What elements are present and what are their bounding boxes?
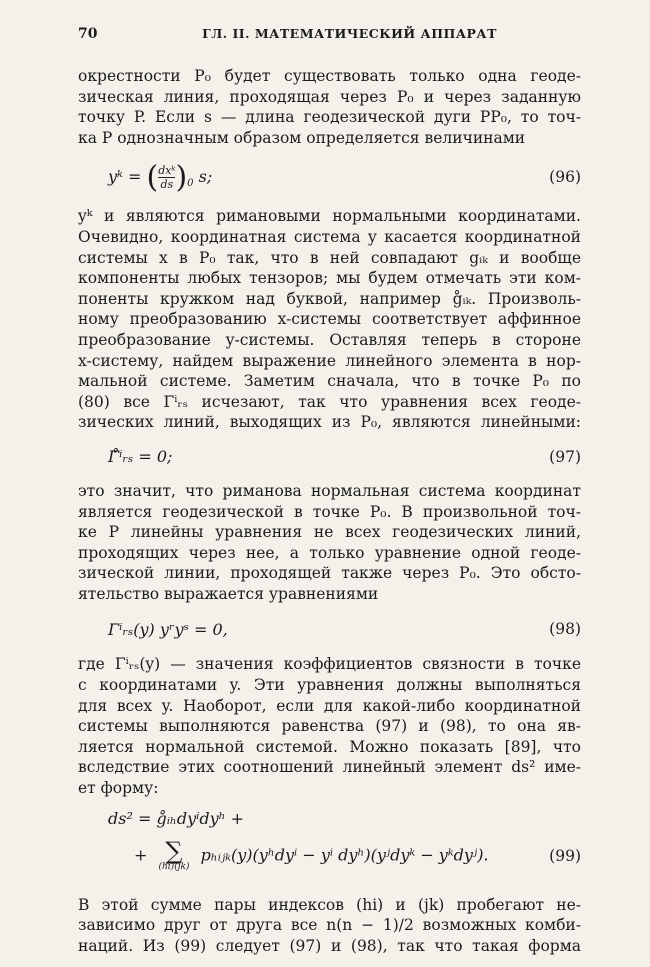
text-line: вследствие этих соотношений линейный элемент ds² име-: [78, 758, 581, 777]
summation: [158, 836, 190, 872]
text-line: является геодезической в точке P₀. В произвольной точ-: [78, 502, 581, 521]
eq99-line-1: [78, 805, 581, 833]
text-line: В этой сумме пары индексов (hi) и (jk) пробегают не-: [78, 895, 581, 914]
running-title: ГЛ. II. МАТЕМАТИЧЕСКИЙ АППАРАТ: [202, 26, 497, 41]
text-line: (80) все Γⁱᵣₛ исчезают, так что уравнения всех геоде-: [78, 392, 581, 411]
eq99-line-2: [78, 833, 581, 879]
equation-body: [78, 160, 212, 195]
text-line: ет форму:: [78, 779, 159, 798]
text-line: точку P. Если s — длина геодезической дуги PP₀, то точ-: [78, 108, 581, 127]
left-paren: (: [146, 159, 159, 195]
equation-98: [78, 604, 581, 654]
equation-number: (96): [549, 168, 581, 187]
equation-number: (97): [549, 447, 581, 466]
text-line: с координатами y. Эти уравнения должны выполняться: [78, 676, 581, 695]
page-header: [78, 26, 581, 50]
text-line: окрестности P₀ будет существовать только одна геоде-: [78, 67, 581, 85]
text-line: Очевидно, координатная система y касается координатной: [78, 227, 581, 246]
eq96-lhs: yᵏ =: [108, 166, 142, 186]
text-line: x-систему, найдем выражение линейного элемента в нор-: [78, 351, 581, 370]
text-line: системы выполняются равенства (97) и (98), то она яв-: [78, 717, 581, 736]
text-line: ке P линейны уравнения не всех геодезических линий,: [78, 523, 581, 542]
eq96-rhs: s;: [198, 166, 213, 186]
text-line: компоненты любых тензоров; мы будем отмечать эти ком-: [78, 269, 581, 288]
eq99-summand: pₕᵢⱼₖ(y)(yʰdyⁱ − yⁱ dyʰ)(yʲdyᵏ − yᵏdyʲ).: [200, 845, 489, 865]
book-page: [78, 26, 581, 956]
equation-99: [78, 805, 581, 879]
plus-sign: +: [134, 845, 148, 865]
text-line: ка P однозначным образом определяется величинами: [78, 128, 526, 147]
equation-97: [78, 433, 581, 481]
equation-96: [78, 148, 581, 206]
equation-number: (99): [549, 846, 581, 865]
paragraph-4: [78, 654, 581, 798]
paragraph-5: [78, 895, 581, 957]
text-line: это значит, что риманова нормальная система координат: [78, 481, 581, 500]
page-number: 70: [78, 26, 98, 42]
text-line: ному преобразованию x-системы соответствует аффинное: [78, 310, 581, 329]
eq99-first-line: ds² = g̊ᵢₕdyⁱdyʰ +: [108, 808, 245, 828]
eq96-subscript: 0: [187, 178, 194, 190]
text-line: зическая линия, проходящая через P₀ и через заданную: [78, 87, 581, 106]
frac-numerator: dxᵏ: [158, 163, 176, 177]
right-paren: ): [175, 159, 188, 195]
derivative-fraction: [158, 164, 175, 191]
equation-body: Γⁱᵣₛ(y) yʳyˢ = 0,: [108, 619, 228, 639]
equation-body: [78, 836, 489, 872]
equation-number: (98): [549, 620, 581, 639]
text-line: ляется нормальной системой. Можно показать [89], что: [78, 737, 581, 756]
paragraph-3: [78, 481, 581, 605]
text-line: зической линии, проходящей также через P₀. Это обсто-: [78, 564, 581, 583]
text-line: проходящих через нее, а только уравнение одной геоде-: [78, 543, 581, 562]
text-line: ятельство выражается уравнениями: [78, 584, 379, 603]
text-line: где Γⁱᵣₛ(y) — значения коэффициентов связности в точке: [78, 655, 581, 674]
sum-limits: (hi)(jk): [158, 861, 190, 872]
text-line: системы x в P₀ так, что в ней совпадают gᵢₖ и вообще: [78, 248, 581, 267]
text-line: наций. Из (99) следует (97) и (98), так что такая форма: [78, 936, 581, 955]
text-line: для всех y. Наоборот, если для какой-либо координатной: [78, 696, 581, 715]
text-line: преобразование y-системы. Оставляя теперь в стороне: [78, 330, 581, 349]
text-line: мальной системе. Заметим сначала, что в точке P₀ по: [78, 372, 581, 391]
equation-body: Γ̊ⁱᵣₛ = 0;: [108, 447, 173, 467]
text-line: зических линий, выходящих из P₀, являются линейными:: [78, 413, 581, 432]
paragraph-1: [78, 66, 581, 148]
text-line: yᵏ и являются римановыми нормальными координатами.: [78, 207, 581, 226]
paragraph-2: [78, 206, 581, 433]
text-line: зависимо друг от друга все n(n − 1)/2 возможных комби-: [78, 916, 581, 935]
sigma-icon: ∑: [165, 836, 183, 865]
text-line: поненты кружком над буквой, например g̊ᵢₖ. Произволь-: [78, 289, 581, 308]
frac-denominator: ds: [160, 177, 174, 191]
